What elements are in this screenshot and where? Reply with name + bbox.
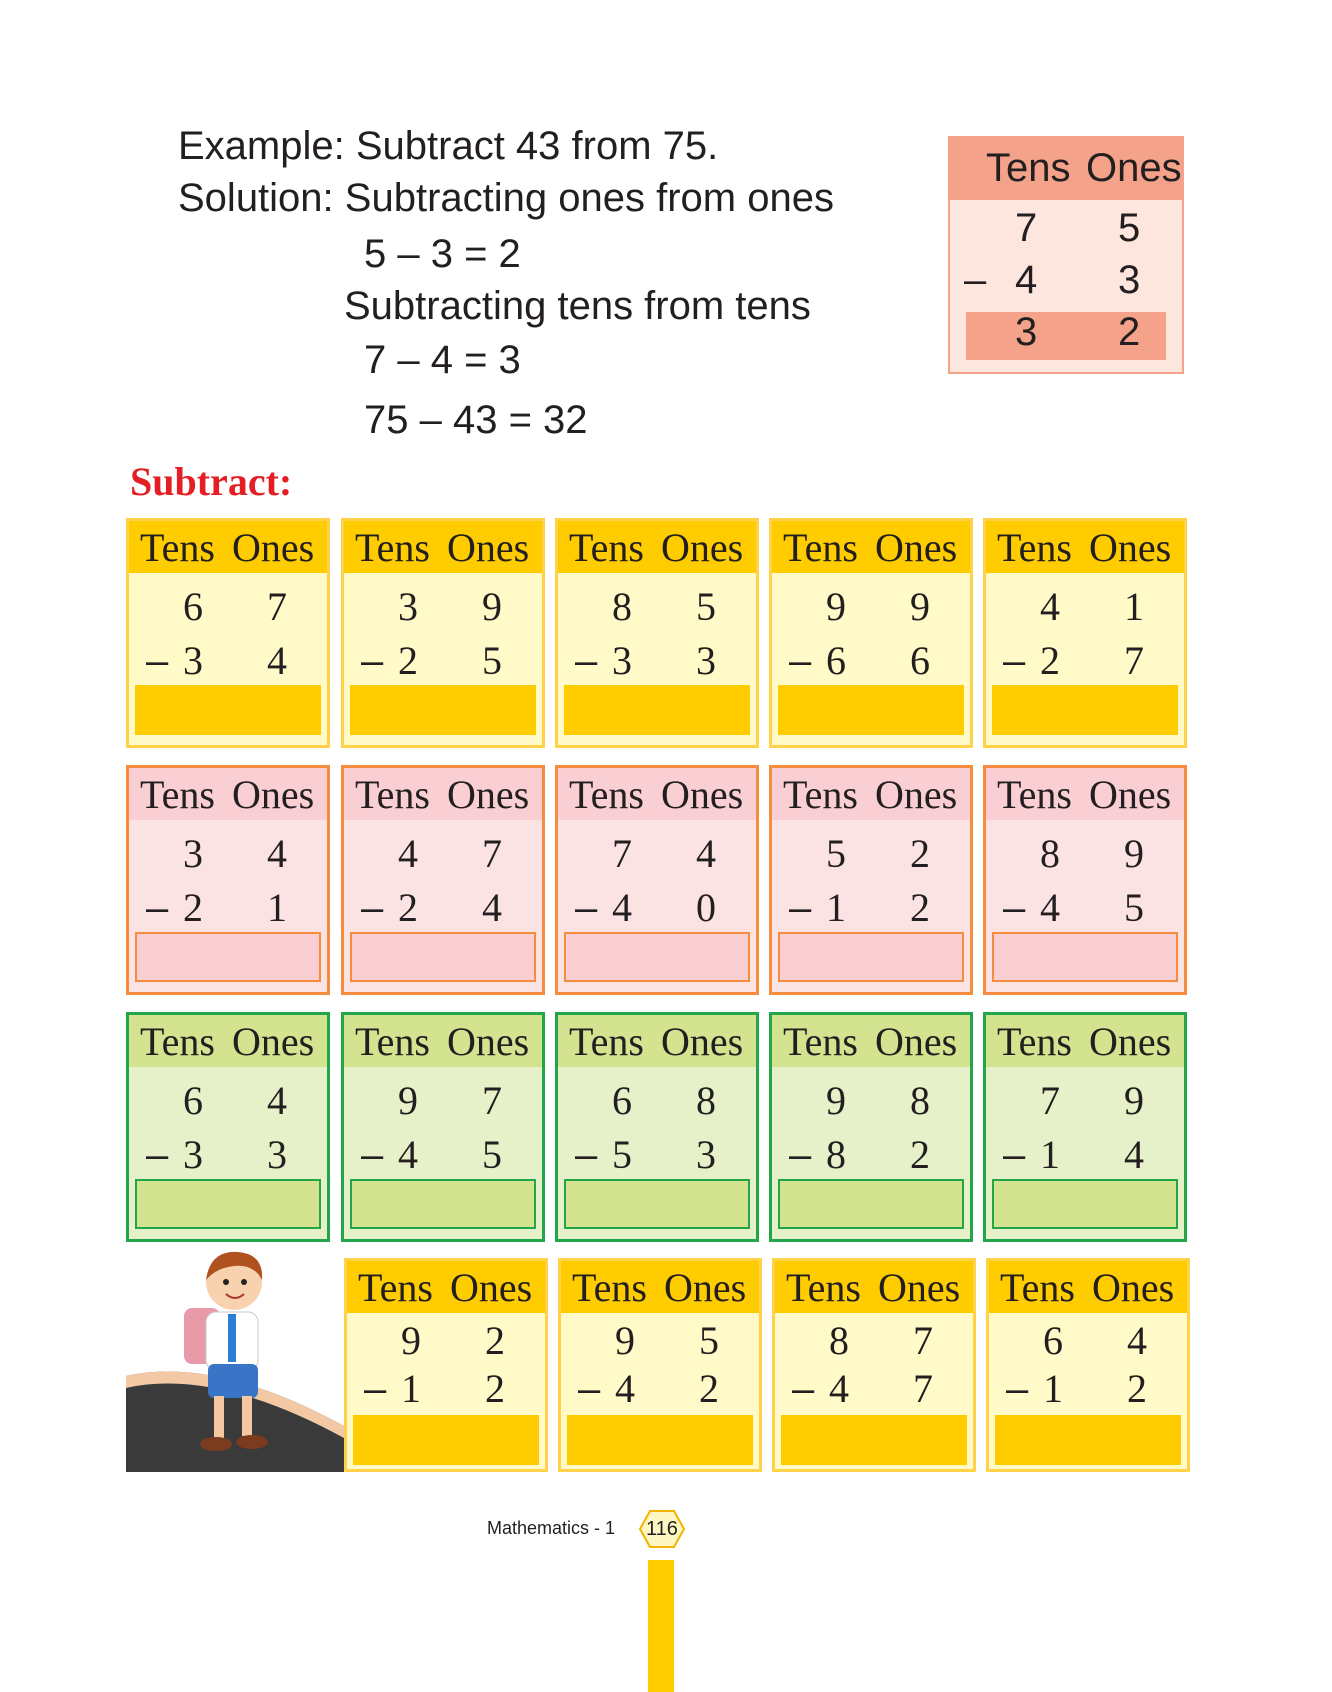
top-tens-digit: 9: [401, 1318, 421, 1363]
minus-sign: –: [1003, 1133, 1026, 1177]
ones-label: Ones: [661, 772, 744, 817]
top-tens-digit: 6: [183, 584, 203, 629]
minus-sign: –: [364, 1367, 387, 1411]
tens-label: Tens: [1000, 1265, 1075, 1310]
minus-sign: –: [789, 639, 812, 683]
minus-sign: –: [146, 639, 169, 683]
card-header: [775, 1261, 973, 1313]
solution-line: Solution: Subtracting ones from ones: [178, 176, 834, 220]
bottom-tens-digit: 4: [829, 1366, 849, 1411]
book-title: Mathematics - 1: [487, 1518, 616, 1538]
minus-sign: –: [964, 258, 987, 302]
top-tens-digit: 7: [612, 831, 632, 876]
ones-label: Ones: [1092, 1265, 1175, 1310]
subtraction-card: [772, 1258, 976, 1472]
minus-sign: –: [792, 1367, 815, 1411]
minus-sign: –: [578, 1367, 601, 1411]
card-header: [558, 768, 756, 820]
answer-box[interactable]: [992, 1179, 1178, 1229]
subtraction-card: [555, 1012, 759, 1242]
minus-sign: –: [575, 1133, 598, 1177]
subtraction-card: [769, 1012, 973, 1242]
subtraction-card: [126, 1012, 330, 1242]
top-tens-digit: 8: [829, 1318, 849, 1363]
ones-label: Ones: [447, 525, 530, 570]
answer-box[interactable]: [350, 685, 536, 735]
top-tens-digit: 8: [612, 584, 632, 629]
top-ones-digit: 2: [910, 831, 930, 876]
bottom-tens-digit: 2: [183, 885, 203, 930]
top-tens-digit: 6: [1043, 1318, 1063, 1363]
subtraction-card: [983, 1012, 1187, 1242]
bottom-ones-digit: 3: [1118, 258, 1141, 302]
top-tens-digit: 5: [826, 831, 846, 876]
exercise-heading: Subtract:: [130, 459, 293, 504]
bottom-tens-digit: 3: [183, 638, 203, 683]
subtraction-card: [555, 518, 759, 748]
tens-label: Tens: [569, 525, 644, 570]
subtraction-card: [126, 518, 330, 748]
top-ones-digit: 8: [910, 1078, 930, 1123]
ones-label: Ones: [875, 525, 958, 570]
subtraction-card: [341, 518, 545, 748]
ones-label: Ones: [232, 1019, 315, 1064]
subtraction-card: [769, 518, 973, 748]
top-tens-digit: 6: [183, 1078, 203, 1123]
answer-box[interactable]: [564, 1179, 750, 1229]
bottom-tens-digit: 4: [1015, 258, 1038, 302]
top-tens-digit: 9: [398, 1078, 418, 1123]
result-equation: 75 – 43 = 32: [364, 398, 588, 442]
tens-label: Tens: [997, 1019, 1072, 1064]
ones-label: Ones: [661, 1019, 744, 1064]
tens-label: Tens: [569, 1019, 644, 1064]
card-header: [129, 1015, 327, 1067]
ones-label: Ones: [450, 1265, 533, 1310]
subtraction-card: [341, 765, 545, 995]
top-tens-digit: 7: [1040, 1078, 1060, 1123]
bottom-ones-digit: 7: [913, 1366, 933, 1411]
answer-box[interactable]: [350, 932, 536, 982]
bottom-ones-digit: 5: [482, 638, 502, 683]
subtraction-card: [986, 1258, 1190, 1472]
answer-box[interactable]: [350, 1179, 536, 1229]
ones-equation: 5 – 3 = 2: [364, 232, 521, 276]
bottom-ones-digit: 4: [267, 638, 287, 683]
bottom-ones-digit: 4: [482, 885, 502, 930]
bottom-ones-digit: 2: [1127, 1366, 1147, 1411]
bottom-ones-digit: 7: [1124, 638, 1144, 683]
top-ones-digit: 1: [1124, 584, 1144, 629]
answer-box[interactable]: [135, 685, 321, 735]
answer-box[interactable]: [992, 685, 1178, 735]
ones-label: Ones: [664, 1265, 747, 1310]
top-tens-digit: 9: [826, 584, 846, 629]
tens-label: Tens: [997, 772, 1072, 817]
card-header: [129, 768, 327, 820]
top-ones-digit: 9: [910, 584, 930, 629]
tens-label: Tens: [572, 1265, 647, 1310]
bottom-tens-digit: 5: [612, 1132, 632, 1177]
ones-label: Ones: [875, 772, 958, 817]
left-leg: [214, 1396, 224, 1438]
card-header: [344, 768, 542, 820]
bottom-ones-digit: 2: [910, 1132, 930, 1177]
card-header: [772, 521, 970, 573]
top-ones-digit: 4: [1127, 1318, 1147, 1363]
tens-label: Tens: [355, 1019, 430, 1064]
bottom-tens-digit: 1: [1040, 1132, 1060, 1177]
answer-box[interactable]: [564, 932, 750, 982]
answer-ones-digit: 2: [1118, 310, 1141, 354]
bottom-tens-digit: 3: [612, 638, 632, 683]
boy-walking-illustration: [126, 1246, 344, 1472]
top-ones-digit: 5: [696, 584, 716, 629]
tens-step-line: Subtracting tens from tens: [344, 284, 811, 328]
bottom-tens-digit: 1: [401, 1366, 421, 1411]
bottom-ones-digit: 1: [267, 885, 287, 930]
top-tens-digit: 9: [615, 1318, 635, 1363]
tens-label: Tens: [140, 1019, 215, 1064]
bottom-ones-digit: 3: [267, 1132, 287, 1177]
card-header: [344, 521, 542, 573]
tens-label: Tens: [783, 525, 858, 570]
minus-sign: –: [789, 1133, 812, 1177]
card-header: [772, 768, 970, 820]
card-header: [986, 1015, 1184, 1067]
subtraction-card: [126, 765, 330, 995]
ones-label: Ones: [232, 772, 315, 817]
bottom-tens-digit: 2: [1040, 638, 1060, 683]
minus-sign: –: [1006, 1367, 1029, 1411]
minus-sign: –: [1003, 639, 1026, 683]
minus-sign: –: [575, 886, 598, 930]
card-header: [344, 1015, 542, 1067]
top-ones-digit: 9: [1124, 831, 1144, 876]
bottom-tens-digit: 4: [612, 885, 632, 930]
answer-tens-digit: 3: [1015, 310, 1038, 354]
bottom-ones-digit: 0: [696, 885, 716, 930]
ones-label: Ones: [447, 1019, 530, 1064]
ones-label: Ones: [661, 525, 744, 570]
ones-label: Ones: [447, 772, 530, 817]
top-ones-digit: 7: [267, 584, 287, 629]
tens-label: Tens: [783, 1019, 858, 1064]
bottom-tens-digit: 4: [615, 1366, 635, 1411]
bottom-ones-digit: 2: [485, 1366, 505, 1411]
tens-label: Tens: [986, 146, 1071, 190]
bottom-ones-digit: 6: [910, 638, 930, 683]
minus-sign: –: [789, 886, 812, 930]
tens-label: Tens: [569, 772, 644, 817]
subtraction-card: [983, 765, 1187, 995]
left-shoe: [200, 1437, 232, 1451]
tens-label: Tens: [140, 772, 215, 817]
minus-sign: –: [1003, 886, 1026, 930]
minus-sign: –: [575, 639, 598, 683]
card-header: [129, 521, 327, 573]
page-color-bar: [648, 1560, 674, 1692]
top-ones-digit: 4: [267, 831, 287, 876]
card-header: [986, 768, 1184, 820]
card-header: [558, 521, 756, 573]
top-ones-digit: 7: [482, 831, 502, 876]
card-header: [989, 1261, 1187, 1313]
example-title: Example: Subtract 43 from 75.: [178, 124, 719, 168]
ones-label: Ones: [1089, 772, 1172, 817]
top-tens-digit: 3: [398, 584, 418, 629]
top-tens-digit: 3: [183, 831, 203, 876]
ones-label: Ones: [875, 1019, 958, 1064]
subtraction-card: [555, 765, 759, 995]
bottom-ones-digit: 2: [910, 885, 930, 930]
minus-sign: –: [361, 1133, 384, 1177]
top-ones-digit: 5: [699, 1318, 719, 1363]
bottom-tens-digit: 2: [398, 885, 418, 930]
answer-box[interactable]: [778, 1179, 964, 1229]
minus-sign: –: [146, 1133, 169, 1177]
answer-box[interactable]: [995, 1415, 1181, 1465]
tens-label: Tens: [355, 525, 430, 570]
answer-box[interactable]: [992, 932, 1178, 982]
top-tens-digit: 4: [398, 831, 418, 876]
bottom-tens-digit: 4: [398, 1132, 418, 1177]
card-header: [558, 1015, 756, 1067]
page-number: 116: [646, 1518, 678, 1540]
shorts: [208, 1364, 258, 1398]
answer-box[interactable]: [135, 1179, 321, 1229]
card-header: [772, 1015, 970, 1067]
top-tens-digit: 7: [1015, 206, 1038, 250]
bottom-ones-digit: 5: [482, 1132, 502, 1177]
card-header: [347, 1261, 545, 1313]
minus-sign: –: [361, 886, 384, 930]
top-ones-digit: 4: [696, 831, 716, 876]
subtraction-card: [344, 1258, 548, 1472]
tens-equation: 7 – 4 = 3: [364, 338, 521, 382]
tie: [228, 1314, 236, 1362]
subtraction-card: [769, 765, 973, 995]
bottom-tens-digit: 3: [183, 1132, 203, 1177]
minus-sign: –: [361, 639, 384, 683]
ones-label: Ones: [232, 525, 315, 570]
card-header: [986, 521, 1184, 573]
ones-label: Ones: [878, 1265, 961, 1310]
answer-box[interactable]: [778, 932, 964, 982]
minus-sign: –: [146, 886, 169, 930]
answer-box[interactable]: [781, 1415, 967, 1465]
example-answer-row: [966, 312, 1166, 360]
ones-label: Ones: [1089, 525, 1172, 570]
answer-box[interactable]: [567, 1415, 753, 1465]
answer-box[interactable]: [135, 932, 321, 982]
bottom-tens-digit: 4: [1040, 885, 1060, 930]
bottom-tens-digit: 6: [826, 638, 846, 683]
tens-label: Tens: [140, 525, 215, 570]
bottom-ones-digit: 3: [696, 1132, 716, 1177]
top-ones-digit: 4: [267, 1078, 287, 1123]
card-header: [561, 1261, 759, 1313]
tens-label: Tens: [786, 1265, 861, 1310]
tens-label: Tens: [358, 1265, 433, 1310]
ones-label: Ones: [1089, 1019, 1172, 1064]
top-tens-digit: 6: [612, 1078, 632, 1123]
answer-box[interactable]: [778, 685, 964, 735]
tens-label: Tens: [783, 772, 858, 817]
answer-box[interactable]: [564, 685, 750, 735]
top-ones-digit: 2: [485, 1318, 505, 1363]
top-ones-digit: 8: [696, 1078, 716, 1123]
top-ones-digit: 9: [482, 584, 502, 629]
right-shoe: [236, 1435, 268, 1449]
subtraction-card: [341, 1012, 545, 1242]
subtraction-card: [558, 1258, 762, 1472]
top-tens-digit: 4: [1040, 584, 1060, 629]
tens-label: Tens: [997, 525, 1072, 570]
right-leg: [242, 1396, 252, 1436]
top-tens-digit: 9: [826, 1078, 846, 1123]
top-ones-digit: 7: [482, 1078, 502, 1123]
bottom-tens-digit: 1: [1043, 1366, 1063, 1411]
bottom-ones-digit: 3: [696, 638, 716, 683]
bottom-tens-digit: 2: [398, 638, 418, 683]
ones-label: Ones: [1086, 146, 1182, 190]
tens-label: Tens: [355, 772, 430, 817]
top-ones-digit: 7: [913, 1318, 933, 1363]
bottom-ones-digit: 5: [1124, 885, 1144, 930]
answer-box[interactable]: [353, 1415, 539, 1465]
bottom-tens-digit: 1: [826, 885, 846, 930]
top-ones-digit: 5: [1118, 206, 1141, 250]
example-place-value-table: [948, 136, 1184, 374]
top-tens-digit: 8: [1040, 831, 1060, 876]
bottom-tens-digit: 8: [826, 1132, 846, 1177]
subtraction-card: [983, 518, 1187, 748]
top-ones-digit: 9: [1124, 1078, 1144, 1123]
bottom-ones-digit: 2: [699, 1366, 719, 1411]
bottom-ones-digit: 4: [1124, 1132, 1144, 1177]
example-table-header: [950, 138, 1182, 200]
